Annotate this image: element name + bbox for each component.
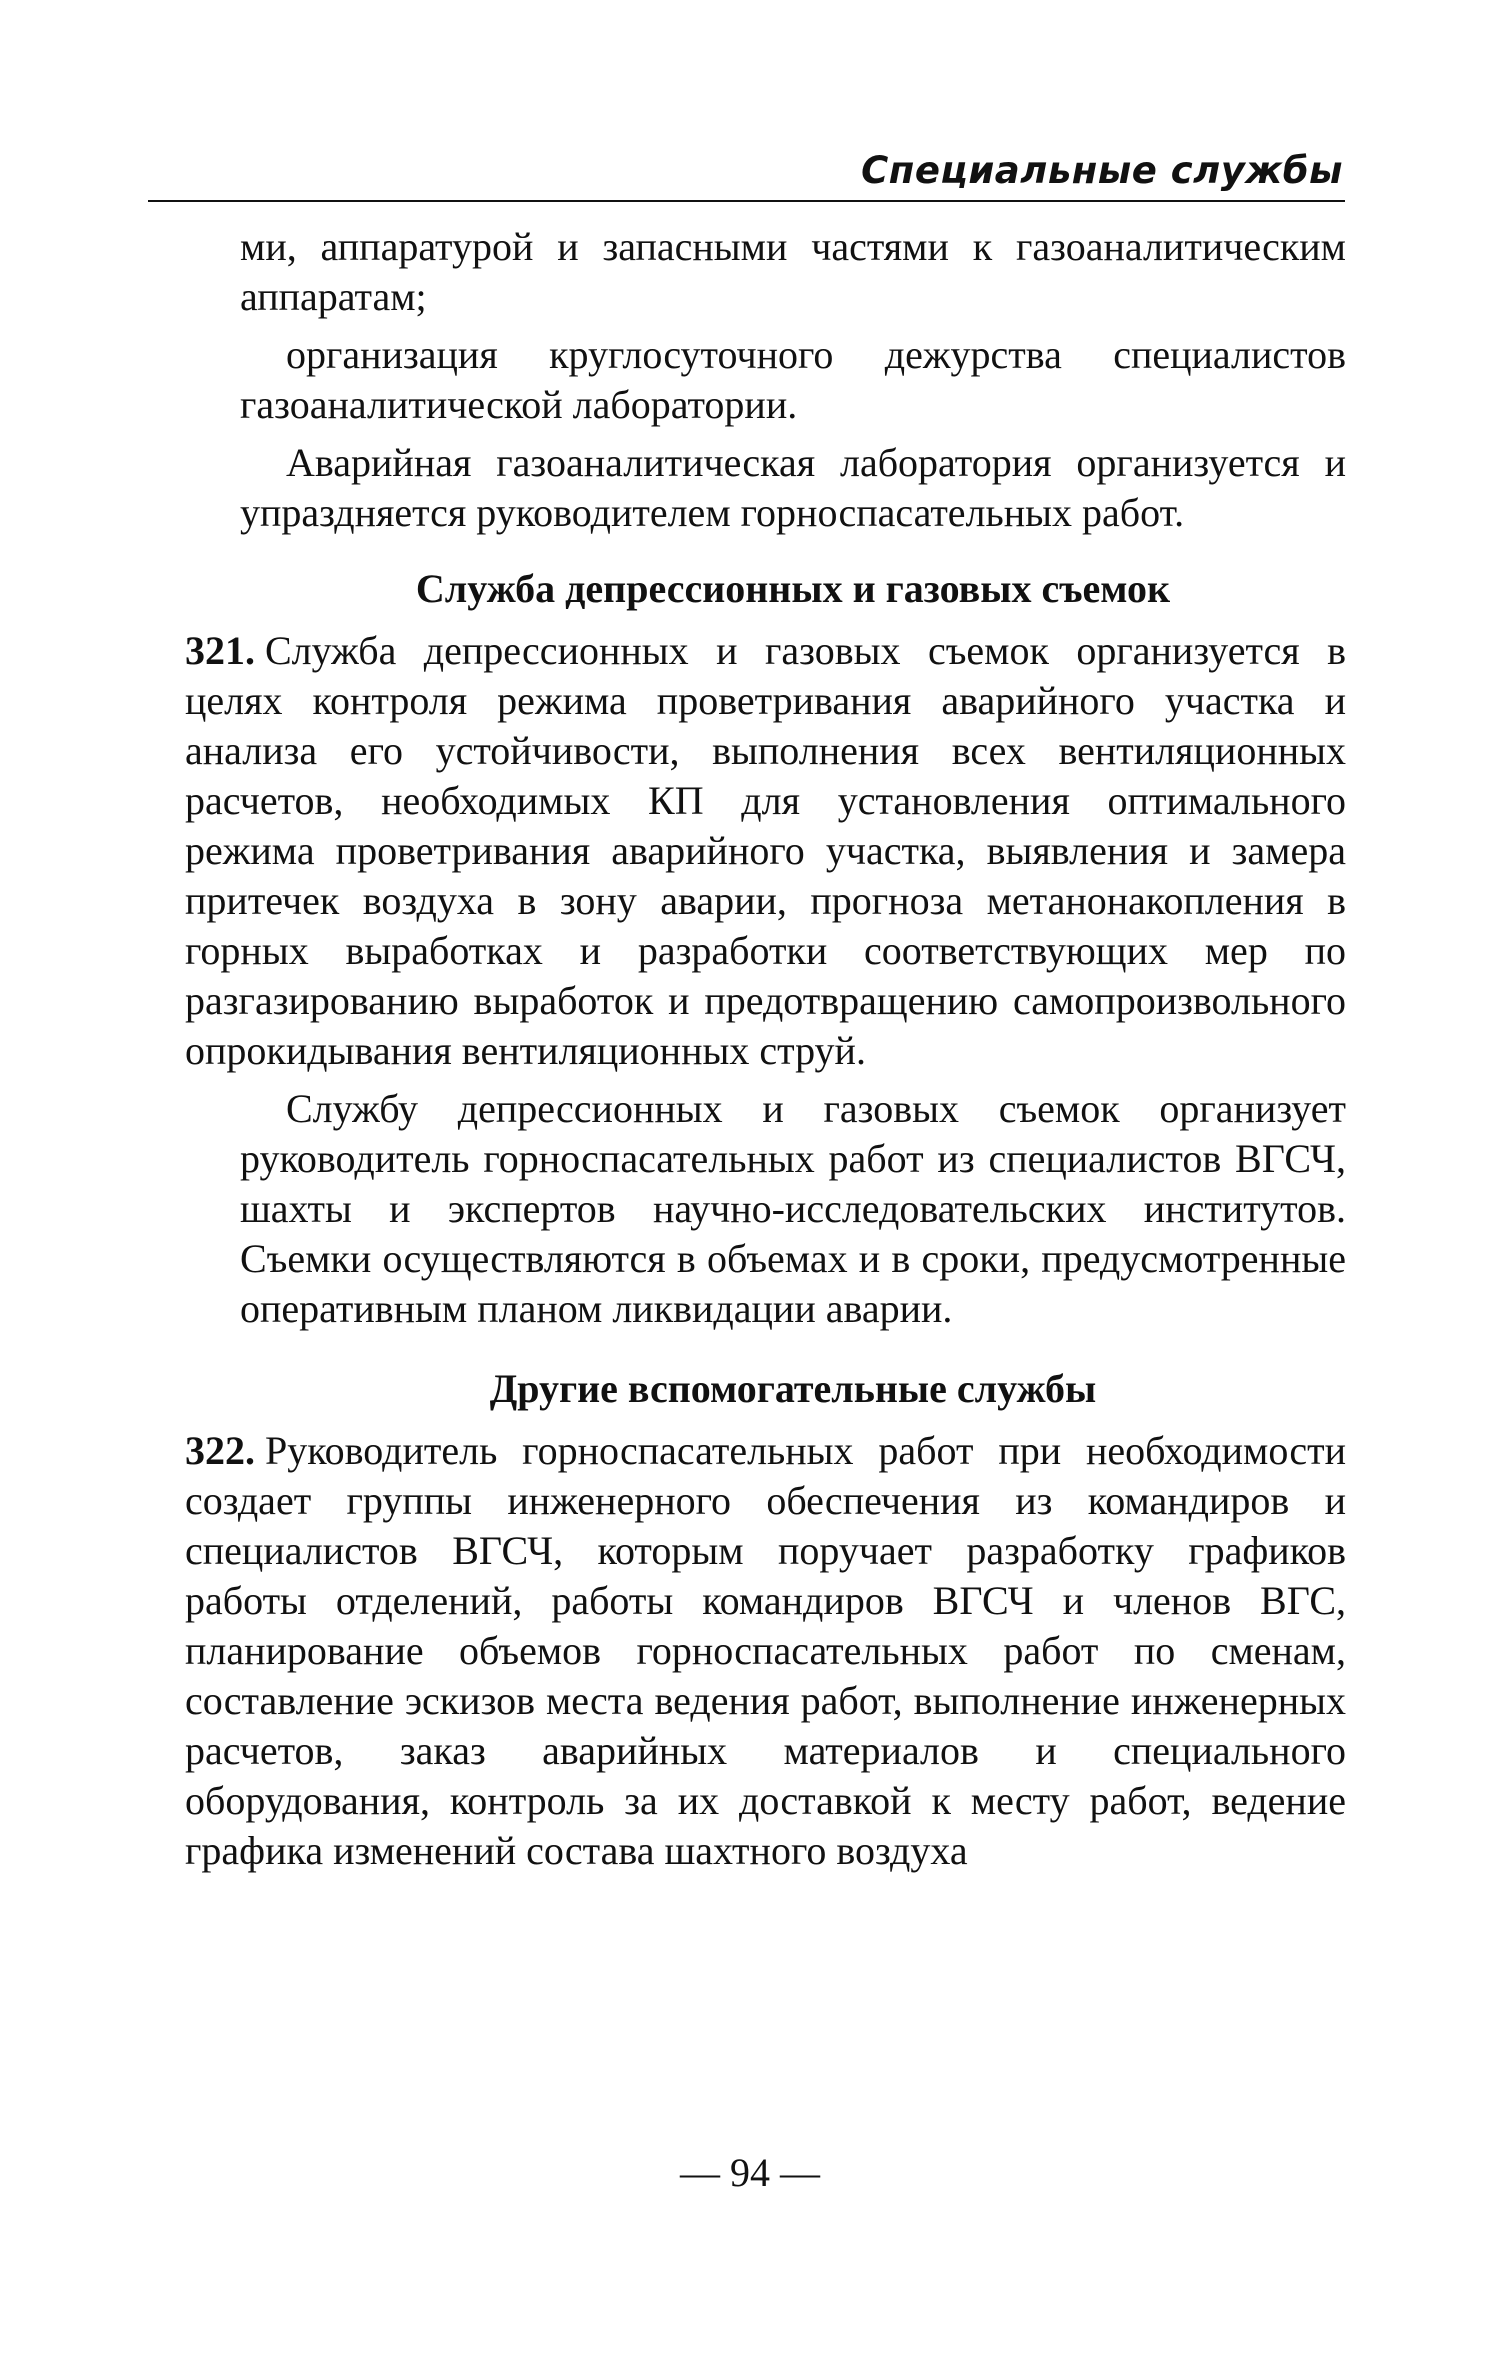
paragraph-lab: Аварийная газоаналитическая лаборатория организуется и упраздняется руководителем горноспасательных работ. bbox=[240, 440, 1346, 535]
item-number-322: 322. bbox=[185, 1428, 255, 1473]
paragraph-survey-organization: Службу депрессионных и газовых съемок организует руководитель горноспасательных работ из специалистов ВГСЧ, шахты и экспертов научно-исследовательских институтов. Съемки осуществляются в объемах и в сроки, предусмотренные оперативным планом ликвидации аварии. bbox=[240, 1086, 1346, 1331]
section-heading-other-services: Другие вспомогательные службы bbox=[489, 1366, 1097, 1411]
page-body bbox=[185, 222, 1346, 1876]
page-number: — 94 — bbox=[680, 2150, 820, 2195]
numbered-item-321 bbox=[185, 626, 1346, 1076]
section-heading-depression-survey: Служба депрессионных и газовых съемок bbox=[415, 566, 1171, 611]
paragraph-duty: организация круглосуточного дежурства специалистов газоаналитической лаборатории. bbox=[240, 332, 1346, 427]
paragraph-continuation: ми, аппаратурой и запасными частями к газоаналитическим аппаратам; bbox=[240, 224, 1346, 319]
running-header-title: Специальные службы bbox=[861, 149, 1343, 192]
item-text-321: Служба депрессионных и газовых съемок организуется в целях контроля режима проветривания аварийного участка и анализа его устойчивости, выполнения всех вентиляционных расчетов, необходимых КП для установления оптимального режима проветривания аварийного участка, выявления и замера притечек воздуха в зону аварии, прогноза метанонакопления в горных выработках и разработки соответствующих мер по разгазированию выработок и предотвращению самопроизвольного опрокидывания вентиляционных струй. bbox=[185, 628, 1346, 1073]
item-text-322: Руководитель горноспасательных работ при необходимости создает группы инженерного обеспечения из командиров и специалистов ВГСЧ, которым поручает разработку графиков работы отделений, работы командиров ВГСЧ и членов ВГС, планирование объемов горноспасательных работ по сменам, составление эскизов места ведения работ, выполнение инженерных расчетов, заказ аварийных материалов и специального оборудования, контроль за их доставкой к месту работ, ведение графика изменений состава шахтного воздуха bbox=[185, 1428, 1346, 1873]
numbered-item-322 bbox=[185, 1426, 1346, 1876]
item-number-321: 321. bbox=[185, 628, 255, 673]
running-header bbox=[148, 140, 1345, 202]
